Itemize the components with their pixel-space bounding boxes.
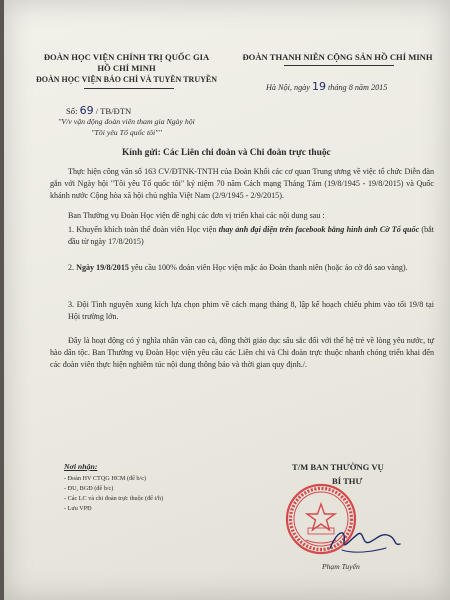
doc-number-prefix: Số:	[66, 106, 78, 116]
receiver-item: - ĐU, BGĐ (để b/c)	[64, 485, 114, 492]
org-line-1: ĐOÀN HỌC VIỆN CHÍNH TRỊ QUỐC GIA	[43, 52, 210, 62]
receiver-item: - Lưu VPĐ	[64, 505, 92, 512]
document-date	[266, 80, 387, 93]
signature-role: BÍ THƯ	[332, 476, 363, 486]
signature-title: T/M BAN THƯỜNG VỤ	[292, 462, 384, 472]
doc-number-value: 69	[79, 104, 94, 117]
doc-number-suffix: / TB/ĐTN	[95, 106, 132, 116]
list-item-3: 3. Đội Tình nguyện xung kích lựa chọn phim về cách mạng tháng 8, lập kế hoạch chiếu phim vào tối 19/8 tại Hội trường lớn.	[68, 300, 434, 322]
signer-name: Phạm Tuyến	[322, 562, 360, 571]
item2-text-c: yêu cầu 100% đoàn viên Học viện mặc áo Đoàn thanh niên (hoặc áo cờ đỏ sao vàng).	[128, 263, 408, 272]
org-underline	[84, 88, 174, 89]
org-line-3: ĐOÀN HỌC VIỆN BÁO CHÍ VÀ TUYÊN TRUYỀN	[36, 75, 217, 84]
receivers-list	[64, 474, 163, 514]
date-prefix: Hà Nội, ngày	[266, 83, 310, 92]
motto-underline	[284, 65, 394, 66]
item2-text-a: 2.	[68, 263, 77, 272]
org-line-2: HỒ CHÍ MINH	[97, 63, 156, 73]
item1-text-b: thay ảnh đại diện trên facebook bằng hình ảnh Cờ Tổ quốc	[218, 225, 420, 234]
paragraph-3: Đây là hoạt động có ý nghĩa nhân văn cao cả, đồng thời giáo dục sâu sắc đối với thế hệ trẻ về lòng yêu nước, tự hào dân tộc. Ban Thường vụ Đoàn Học viện yêu cầu các Liên chi và Chi đoàn trực thuộc nhanh chóng triển khai đến các đoàn viên thực hiện nghiêm túc nội dung thông báo và thời gian quy định./.	[50, 336, 434, 370]
receivers-title: Nơi nhận:	[64, 462, 98, 471]
item1-text-a: 1. Khuyến khích toàn thể đoàn viên Học viện	[68, 225, 219, 234]
list-item-1	[68, 224, 434, 248]
paragraph-2: Ban Thường vụ Đoàn Học viện đề nghị các đơn vị triển khai các nội dung sau :	[68, 211, 325, 220]
date-day: 19	[311, 80, 326, 93]
receiver-item: - Các LC và chi đoàn trực thuộc (để t/h)	[64, 495, 164, 502]
issuing-organization	[24, 52, 229, 85]
document-subject	[24, 116, 229, 138]
motto: ĐOÀN THANH NIÊN CỘNG SẢN HỒ CHÍ MINH	[242, 52, 433, 62]
subject-line-1: "V/v vận động đoàn viên tham gia Ngày hội	[58, 117, 195, 126]
paragraph-1: Thực hiện công văn số 163 CV/ĐTNK-TNTH của Đoàn Khối các cơ quan Trung ương về việc tổ chức Diễn đàn gắn với Ngày hội "Tôi yêu Tổ quốc tôi" kỷ niệm 70 năm Cách mạng Tháng Tám (19/8/1945 - 19/8/2015) và Quốc khánh nước Cộng hòa xã hội chủ nghĩa Việt Nam (2/9/1945 - 2/9/2015).	[50, 167, 434, 201]
item1-text-c: (bắt đầu từ ngày 17/8/2015)	[68, 225, 434, 247]
handwritten-signature	[324, 520, 404, 560]
recipient-line: Kính gửi: Các Liên chi đoàn và Chi đoàn trực thuộc	[122, 148, 331, 158]
item2-text-b: Ngày 19/8/2015	[76, 263, 129, 272]
receiver-item: - Đoàn HV CTQG HCM (để b/c)	[64, 475, 147, 482]
subject-line-2: "Tôi yêu Tổ quốc tôi""	[91, 128, 162, 137]
document-page	[4, 0, 450, 600]
date-rest: tháng 8 năm 2015	[328, 83, 388, 92]
list-item-2	[68, 262, 434, 274]
